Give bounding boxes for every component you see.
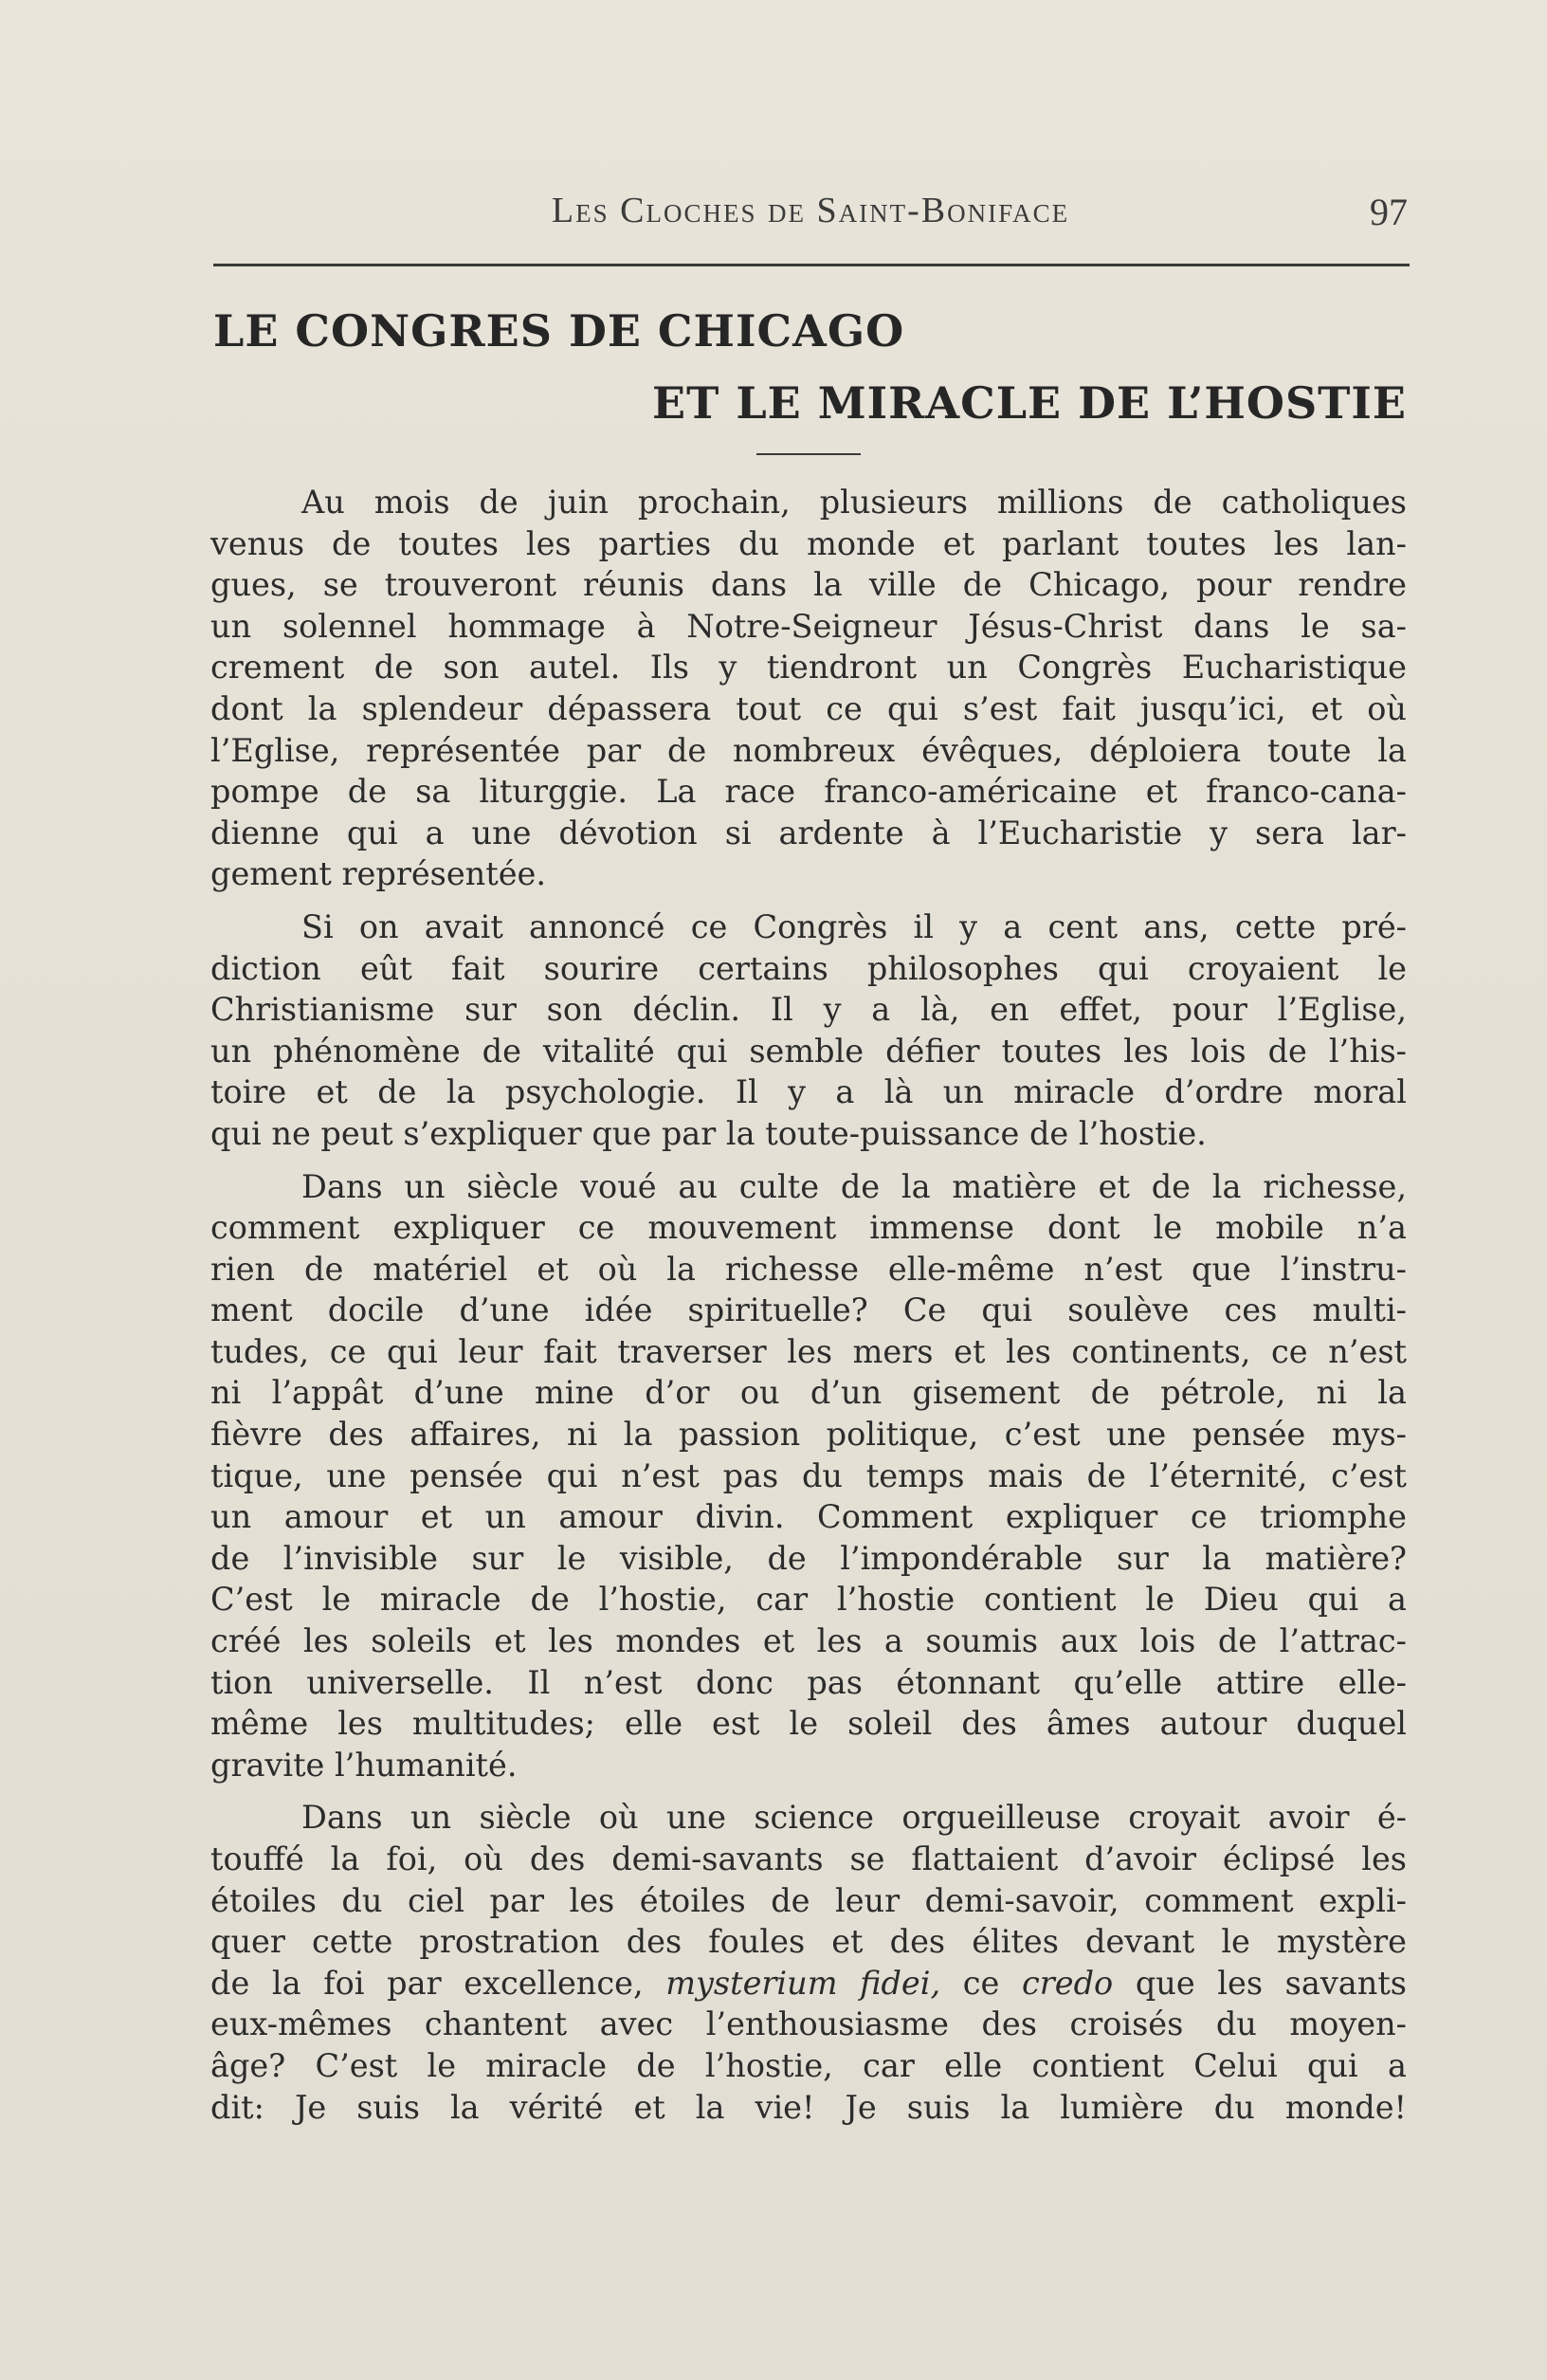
text-line: ment docile d’une idée spirituelle? Ce qui soulève ces multi- (210, 1291, 1407, 1329)
text-line: de l’invisible sur le visible, de l’impondérable sur la matière? (210, 1539, 1407, 1577)
text-line: C’est le miracle de l’hostie, car l’hostie contient le Dieu qui a (210, 1581, 1407, 1619)
text-line: un amour et un amour divin. Comment expliquer ce triomphe (210, 1498, 1407, 1536)
running-title: Les Cloches de Saint-Boniface (551, 191, 1070, 230)
text-line: pompe de sa liturggie. La race franco-américaine et franco-cana- (210, 773, 1407, 811)
text-line: tique, une pensée qui n’est pas du temps mais de l’éternité, c’est (210, 1456, 1407, 1494)
text-line: touffé la foi, où des demi-savants se flattaient d’avoir éclipsé les (210, 1840, 1407, 1877)
page-number: 97 (1370, 191, 1408, 233)
article-title-line-2: ET LE MIRACLE DE L’HOSTIE (652, 377, 1407, 429)
text-line: gravite l’humanité. (210, 1746, 518, 1784)
text-line: dit: Je suis la vérité et la vie! Je suis la lumière du monde! (210, 2088, 1407, 2126)
text-line: fièvre des affaires, ni la passion politique, c’est une pensée mys- (210, 1416, 1407, 1454)
italic-credo: credo (1021, 1964, 1114, 2002)
text-line-with-italics (210, 1963, 1407, 2005)
title-rule (756, 453, 861, 455)
text-line: Si on avait annoncé ce Congrès il y a cent ans, cette pré- (301, 907, 1407, 945)
paragraph-1 (210, 482, 1407, 895)
paragraph-2 (210, 906, 1407, 1155)
text-line: créé les soleils et les mondes et les a soumis aux lois de l’attrac- (210, 1622, 1407, 1660)
text-line: venus de toutes les parties du monde et parlant toutes les lan- (210, 524, 1407, 562)
text-line: gues, se trouveront réunis dans la ville de Chicago, pour rendre (210, 566, 1407, 604)
header-rule (213, 264, 1410, 266)
text-line: Au mois de juin prochain, plusieurs millions de catholiques (301, 484, 1407, 521)
text-line: Dans un siècle où une science orgueilleuse croyait avoir é- (301, 1799, 1407, 1837)
text-line: qui ne peut s’expliquer que par la toute-puissance de l’hostie. (210, 1114, 1207, 1152)
text-fragment: de la foi par excellence, (210, 1964, 666, 2002)
text-line: tudes, ce qui leur fait traverser les mers et les continents, ce n’est (210, 1332, 1407, 1370)
text-fragment: que les savants (1113, 1964, 1407, 2002)
text-fragment: ce (940, 1964, 1022, 2002)
text-line: tion universelle. Il n’est donc pas étonnant qu’elle attire elle- (210, 1663, 1407, 1701)
text-line: âge? C’est le miracle de l’hostie, car elle contient Celui qui a (210, 2046, 1407, 2084)
text-line: rien de matériel et où la richesse elle-même n’est que l’instru- (210, 1250, 1407, 1288)
article-title-line-1: LE CONGRES DE CHICAGO (213, 305, 905, 357)
paragraph-4 (210, 1797, 1407, 2128)
text-line: un phénomène de vitalité qui semble défier toutes les lois de l’his- (210, 1032, 1407, 1070)
text-line: dienne qui a une dévotion si ardente à l’Eucharistie y sera lar- (210, 814, 1407, 851)
text-line: quer cette prostration des foules et des élites devant le mystère (210, 1923, 1407, 1961)
text-line: diction eût fait sourire certains philosophes qui croyaient le (210, 949, 1407, 987)
text-line: crement de son autel. Ils y tiendront un Congrès Eucharistique (210, 649, 1407, 687)
text-line: eux-mêmes chantent avec l’enthousiasme des croisés du moyen- (210, 2005, 1407, 2043)
text-line: étoiles du ciel par les étoiles de leur demi-savoir, comment expli- (210, 1881, 1407, 1919)
text-line: Christianisme sur son déclin. Il y a là, en effet, pour l’Eglise, (210, 991, 1407, 1029)
text-line: même les multitudes; elle est le soleil des âmes autour duquel (210, 1705, 1407, 1743)
running-header (213, 190, 1408, 247)
italic-latin-phrase: mysterium fidei, (665, 1964, 941, 2002)
text-line: dont la splendeur dépassera tout ce qui s’est fait jusqu’ici, et où (210, 689, 1407, 727)
paragraph-3 (210, 1166, 1407, 1786)
text-line: gement représentée. (210, 855, 547, 893)
text-line: ni l’appât d’une mine d’or ou d’un gisement de pétrole, ni la (210, 1374, 1407, 1412)
text-line: toire et de la psychologie. Il y a là un miracle d’ordre moral (210, 1073, 1407, 1111)
text-line: l’Eglise, représentée par de nombreux évêques, déploiera toute la (210, 731, 1407, 769)
article-body (210, 482, 1407, 2139)
text-line: comment expliquer ce mouvement immense dont le mobile n’a (210, 1209, 1407, 1247)
text-line: un solennel hommage à Notre-Seigneur Jésus-Christ dans le sa- (210, 607, 1407, 645)
text-line: Dans un siècle voué au culte de la matière et de la richesse, (301, 1167, 1407, 1205)
